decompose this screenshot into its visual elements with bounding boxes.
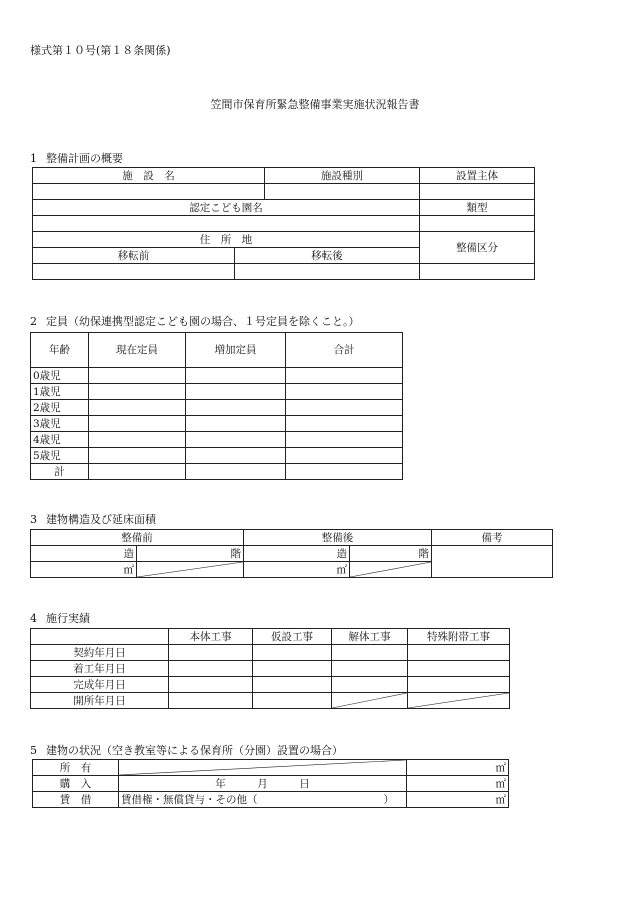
date-cell[interactable] <box>408 645 510 661</box>
corner-cell <box>31 629 169 645</box>
ownership-area-cell[interactable] <box>407 760 509 776</box>
date-cell[interactable] <box>169 693 253 709</box>
purchase-date-cell[interactable]: 年 月 日 <box>119 776 407 792</box>
after-move-header: 移転後 <box>235 248 420 264</box>
before-floors-cell[interactable] <box>137 546 244 562</box>
current-capacity-cell[interactable] <box>89 432 186 448</box>
demolition-diagonal-cell <box>332 693 408 709</box>
ownership-diagonal-cell <box>119 760 407 776</box>
before-diagonal-cell <box>137 562 244 578</box>
kodomoen-name-header: 認定こども園名 <box>33 200 420 216</box>
remarks-cell[interactable] <box>432 546 553 578</box>
after-structure-cell[interactable] <box>244 546 350 562</box>
date-cell[interactable] <box>169 661 253 677</box>
date-cell[interactable] <box>253 661 332 677</box>
start-date-label: 着工年月日 <box>31 661 169 677</box>
ownership-label: 所 有 <box>33 760 119 776</box>
after-area-cell[interactable] <box>244 562 350 578</box>
section-2-heading: 2 定員（幼保連携型認定こども園の場合、１号定員を除くこと。） <box>30 315 360 328</box>
capacity-row <box>31 400 403 416</box>
special-diagonal-cell <box>408 693 510 709</box>
kodomoen-name-cell[interactable] <box>33 216 420 232</box>
diagonal-strike <box>332 693 407 708</box>
before-area-cell[interactable] <box>31 562 137 578</box>
purchase-area-cell[interactable] <box>407 776 509 792</box>
completion-date-label: 完成年月日 <box>31 677 169 693</box>
increase-capacity-cell[interactable] <box>186 400 286 416</box>
grand-total-cell[interactable] <box>286 464 403 480</box>
date-cell[interactable] <box>169 645 253 661</box>
capacity-row <box>31 448 403 464</box>
age-label: 5歳児 <box>31 448 89 464</box>
floor-suffix: 階 <box>418 547 429 560</box>
current-capacity-cell[interactable] <box>89 368 186 384</box>
capacity-table <box>30 332 403 480</box>
plan-overview-table <box>32 167 535 280</box>
date-cell[interactable] <box>253 677 332 693</box>
current-capacity-cell[interactable] <box>89 416 186 432</box>
after-diagonal-cell <box>350 562 432 578</box>
remarks-header: 備考 <box>432 530 553 546</box>
main-work-header: 本体工事 <box>169 629 253 645</box>
building-status-table <box>32 759 509 808</box>
before-move-cell[interactable] <box>33 264 235 280</box>
contract-date-label: 契約年月日 <box>31 645 169 661</box>
document-title: 笠間市保育所緊急整備事業実施状況報告書 <box>210 98 420 111</box>
before-structure-cell[interactable] <box>31 546 137 562</box>
category-cell[interactable] <box>420 216 535 232</box>
floor-suffix: 階 <box>230 547 241 560</box>
after-floors-cell[interactable] <box>350 546 432 562</box>
section-1-heading: 1 整備計画の概要 <box>30 152 123 165</box>
capacity-col-increase: 増加定員 <box>186 333 286 368</box>
date-cell[interactable] <box>253 693 332 709</box>
opening-date-label: 開所年月日 <box>31 693 169 709</box>
facility-name-header: 施 設 名 <box>33 168 265 184</box>
increase-capacity-cell[interactable] <box>186 448 286 464</box>
structure-suffix: 造 <box>336 547 347 560</box>
area-unit: ㎡ <box>495 777 506 790</box>
date-cell[interactable] <box>332 661 408 677</box>
section-5-heading: 5 建物の状況（空き教室等による保育所（分園）設置の場合） <box>30 744 343 757</box>
increase-capacity-cell[interactable] <box>186 416 286 432</box>
facility-type-header: 施設種別 <box>265 168 420 184</box>
capacity-row <box>31 368 403 384</box>
lease-label: 賃 借 <box>33 792 119 808</box>
total-capacity-cell[interactable] <box>286 432 403 448</box>
lease-area-cell[interactable] <box>407 792 509 808</box>
capacity-total-row <box>31 464 403 480</box>
current-capacity-cell[interactable] <box>89 384 186 400</box>
after-header: 整備後 <box>244 530 432 546</box>
current-capacity-total[interactable] <box>89 464 186 480</box>
age-label: 2歳児 <box>31 400 89 416</box>
before-header: 整備前 <box>31 530 244 546</box>
increase-capacity-cell[interactable] <box>186 368 286 384</box>
diagonal-strike <box>350 562 431 577</box>
area-unit: ㎡ <box>123 563 134 576</box>
ownership-row <box>33 760 509 776</box>
total-capacity-cell[interactable] <box>286 400 403 416</box>
capacity-col-age: 年齢 <box>31 333 89 368</box>
capacity-col-total: 合計 <box>286 333 403 368</box>
current-capacity-cell[interactable] <box>89 448 186 464</box>
diagonal-strike <box>408 693 509 708</box>
operator-cell[interactable] <box>420 184 535 200</box>
structure-suffix: 造 <box>123 547 134 560</box>
date-cell[interactable] <box>408 661 510 677</box>
total-capacity-cell[interactable] <box>286 448 403 464</box>
area-unit: ㎡ <box>495 793 506 806</box>
increase-capacity-cell[interactable] <box>186 432 286 448</box>
age-label: 3歳児 <box>31 416 89 432</box>
section-4-heading: 4 施行実績 <box>30 612 90 625</box>
current-capacity-cell[interactable] <box>89 400 186 416</box>
capacity-col-current: 現在定員 <box>89 333 186 368</box>
area-unit: ㎡ <box>336 563 347 576</box>
table-row <box>31 693 510 709</box>
total-label: 計 <box>31 464 89 480</box>
table-row <box>31 677 510 693</box>
temporary-work-header: 仮設工事 <box>253 629 332 645</box>
increase-capacity-total[interactable] <box>186 464 286 480</box>
date-cell[interactable] <box>169 677 253 693</box>
diagonal-strike <box>137 562 243 577</box>
lease-options-cell[interactable]: 賃借権・無償貸与・その他（ ） <box>119 792 407 808</box>
purchase-label: 購 入 <box>33 776 119 792</box>
purchase-row <box>33 776 509 792</box>
before-move-header: 移転前 <box>33 248 235 264</box>
age-label: 1歳児 <box>31 384 89 400</box>
date-cell[interactable] <box>253 645 332 661</box>
building-structure-table <box>30 529 553 578</box>
age-label: 0歳児 <box>31 368 89 384</box>
date-cell[interactable] <box>408 677 510 693</box>
facility-type-cell[interactable] <box>265 184 420 200</box>
capacity-row <box>31 432 403 448</box>
total-capacity-cell[interactable] <box>286 384 403 400</box>
demolition-work-header: 解体工事 <box>332 629 408 645</box>
special-work-header: 特殊附帯工事 <box>408 629 510 645</box>
maintenance-class-header: 整備区分 <box>420 232 535 264</box>
capacity-row <box>31 416 403 432</box>
category-header: 類型 <box>420 200 535 216</box>
address-header: 住 所 地 <box>33 232 420 248</box>
after-move-cell[interactable] <box>235 264 420 280</box>
date-cell[interactable] <box>332 677 408 693</box>
lease-row <box>33 792 509 808</box>
section-3-heading: 3 建物構造及び延床面積 <box>30 513 156 526</box>
table-row <box>31 661 510 677</box>
date-cell[interactable] <box>332 645 408 661</box>
facility-name-cell[interactable] <box>33 184 265 200</box>
diagonal-strike <box>119 760 406 775</box>
construction-record-table <box>30 628 510 709</box>
age-label: 4歳児 <box>31 432 89 448</box>
form-number: 様式第１０号(第１８条関係) <box>30 44 171 57</box>
area-unit: ㎡ <box>495 761 506 774</box>
total-capacity-cell[interactable] <box>286 368 403 384</box>
increase-capacity-cell[interactable] <box>186 384 286 400</box>
operator-header: 設置主体 <box>420 168 535 184</box>
table-row <box>31 645 510 661</box>
maintenance-class-cell[interactable] <box>420 264 535 280</box>
capacity-row <box>31 384 403 400</box>
total-capacity-cell[interactable] <box>286 416 403 432</box>
